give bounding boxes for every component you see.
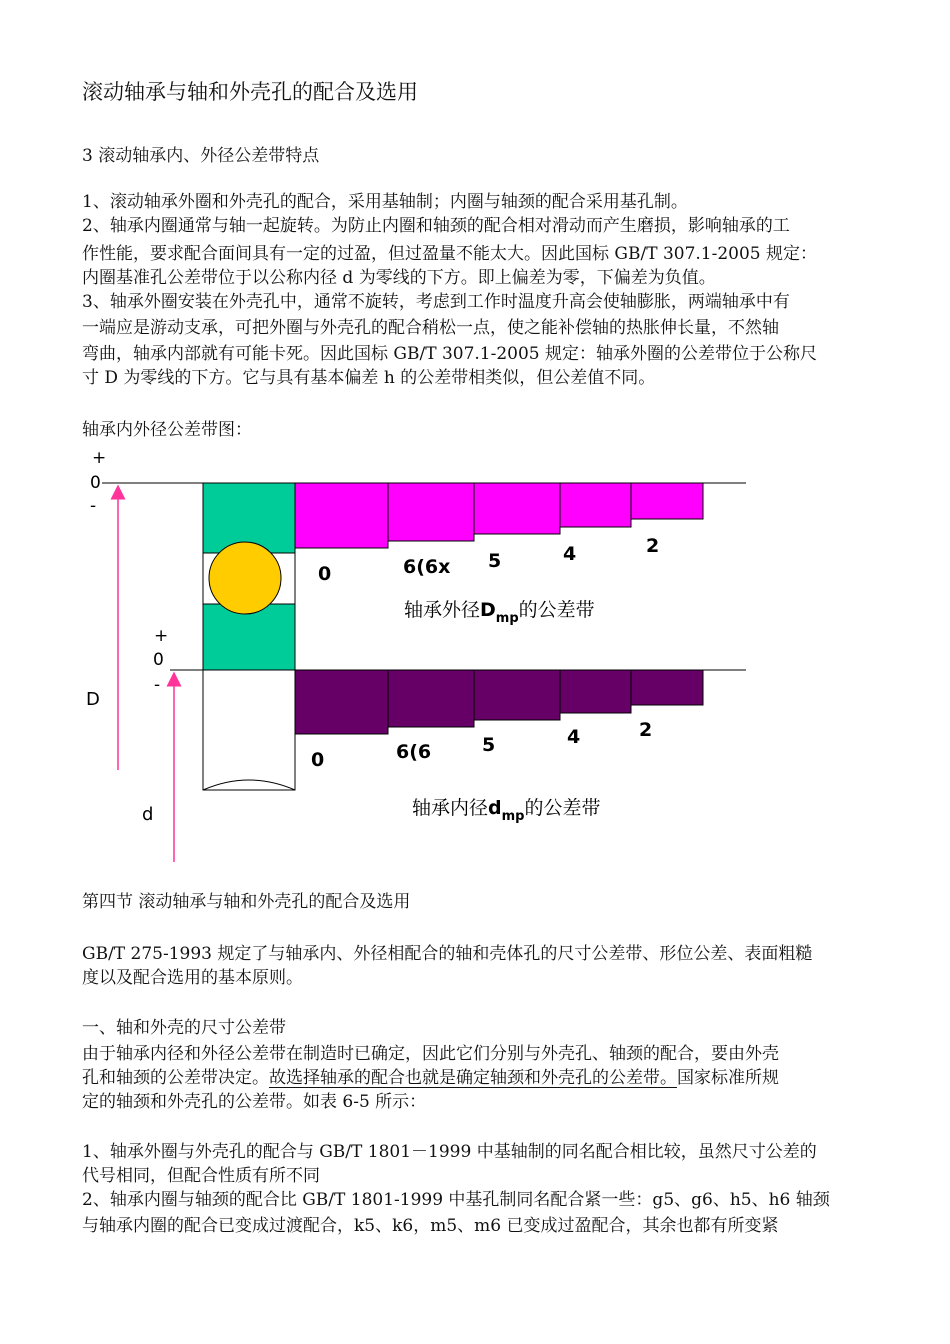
- plain-text: 孔和轴颈的公差带决定。: [82, 1068, 269, 1088]
- inner-grade-label: 4: [567, 726, 581, 748]
- inner-band-grade-2: [631, 670, 703, 705]
- inner-band-grade-0: [295, 670, 388, 734]
- outer-zone-caption: 轴承外径$D_{mp}$的公差带: [404, 599, 595, 626]
- figure-caption: 轴承内外径公差带图：: [82, 420, 252, 440]
- inner-band-grade-4: [560, 670, 631, 713]
- outer-zero-label: 0: [90, 473, 101, 493]
- paragraph-2-line-1: 2、轴承内圈通常与轴一起旋转。为防止内圈和轴颈的配合相对滑动而产生磨损，影响轴承的工: [82, 216, 790, 236]
- inner-grade-label: 2: [639, 719, 653, 741]
- outer-grade-label: 0: [318, 563, 332, 585]
- paragraph-2-line-3: 内圈基准孔公差带位于以公称内径 d 为零线的下方。即上偏差为零，下偏差为负值。: [82, 268, 716, 288]
- shaft-break: [203, 780, 295, 790]
- outer-grade-label: 6(6x: [403, 556, 451, 578]
- inner-zero-label: 0: [153, 650, 164, 670]
- paragraph-3-line-3: 弯曲，轴承内部就有可能卡死。因此国标 GB/T 307.1-2005 规定：轴承外圈的公差带位于公称尺: [82, 344, 818, 364]
- paragraph-2-line-2: 作性能，要求配合面间具有一定的过盈，但过盈量不能太大。因此国标 GB/T 307.1-2005 规定：: [82, 244, 818, 264]
- subsection-1-line-1: 由于轴承内径和外径公差带在制造时已确定，因此它们分别与外壳孔、轴颈的配合，要由外壳: [82, 1044, 779, 1064]
- inner-grade-label: 6(6: [396, 741, 432, 763]
- item-1-line-1: 1、轴承外圈与外壳孔的配合与 GB/T 1801－1999 中基轴制的同名配合相比较，虽然尺寸公差的: [82, 1142, 817, 1162]
- subsection-1-heading: 一、轴和外壳的尺寸公差带: [82, 1018, 286, 1038]
- inner-grade-label: 5: [482, 734, 496, 756]
- outer-tolerance-bands: [295, 483, 703, 548]
- paragraph-3-line-2: 一端应是游动支承，可把外圈与外壳孔的配合稍松一点，使之能补偿轴的热胀伸长量，不然轴: [82, 318, 779, 338]
- outer-band-grade-5: [474, 483, 560, 534]
- section-4-heading: 第四节 滚动轴承与轴和外壳孔的配合及选用: [82, 892, 411, 912]
- shaft-outline: [203, 670, 295, 790]
- rolling-ball: [209, 542, 281, 614]
- outer-grade-label: 4: [563, 543, 577, 565]
- item-2-line-1: 2、轴承内圈与轴颈的配合比 GB/T 1801-1999 中基孔制同名配合紧一些：g5、g6、h5、h6 轴颈: [82, 1190, 830, 1210]
- section-3-heading: 3 滚动轴承内、外径公差带特点: [82, 146, 320, 166]
- inner-grade-label: 0: [311, 749, 325, 771]
- outer-band-grade-0: [295, 483, 388, 548]
- item-2-line-2: 与轴承内圈的配合已变成过渡配合，k5、k6，m5、m6 已变成过盈配合，其余也都有所变紧: [82, 1216, 779, 1236]
- inner-band-grade-5: [474, 670, 560, 720]
- section-4-intro-line-1: GB/T 275-1993 规定了与轴承内、外径相配合的轴和壳体孔的尺寸公差带、形位公差、表面粗糙: [82, 944, 813, 964]
- outer-band-grade-4: [560, 483, 631, 527]
- outer-minus-sign: -: [90, 496, 97, 516]
- outer-plus-sign: +: [92, 448, 107, 468]
- underlined-key-sentence: 故选择轴承的配合也就是确定轴颈和外壳孔的公差带。: [269, 1068, 677, 1088]
- plain-text: 国家标准所规: [677, 1068, 779, 1088]
- paragraph-3-line-1: 3、轴承外圈安装在外壳孔中，通常不旋转，考虑到工作时温度升高会使轴膨胀，两端轴承中有: [82, 292, 790, 312]
- inner-plus-sign: +: [154, 626, 169, 646]
- D-label: D: [86, 689, 100, 710]
- d-label: d: [142, 804, 154, 825]
- outer-band-grade-2: [631, 483, 703, 519]
- inner-zone-caption: 轴承内径$d_{mp}$的公差带: [412, 797, 601, 824]
- subsection-1-line-3: 定的轴颈和外壳孔的公差带。如表 6-5 所示：: [82, 1092, 427, 1112]
- outer-grade-label: 2: [646, 535, 660, 557]
- item-1-line-2: 代号相同，但配合性质有所不同: [82, 1166, 320, 1186]
- page-title: 滚动轴承与轴和外壳孔的配合及选用: [82, 80, 418, 104]
- outer-band-grade-6: [388, 483, 474, 541]
- paragraph-3-line-4: 寸 D 为零线的下方。它与具有基本偏差 h 的公差带相类似，但公差值不同。: [82, 368, 656, 388]
- inner-minus-sign: -: [154, 675, 161, 695]
- paragraph-1: 1、滚动轴承外圈和外壳孔的配合，采用基轴制；内圈与轴颈的配合采用基孔制。: [82, 192, 688, 212]
- section-4-intro-line-2: 度以及配合选用的基本原则。: [82, 968, 303, 988]
- outer-grade-label: 5: [488, 550, 502, 572]
- inner-band-grade-6: [388, 670, 474, 727]
- subsection-1-line-2: [82, 1066, 872, 1090]
